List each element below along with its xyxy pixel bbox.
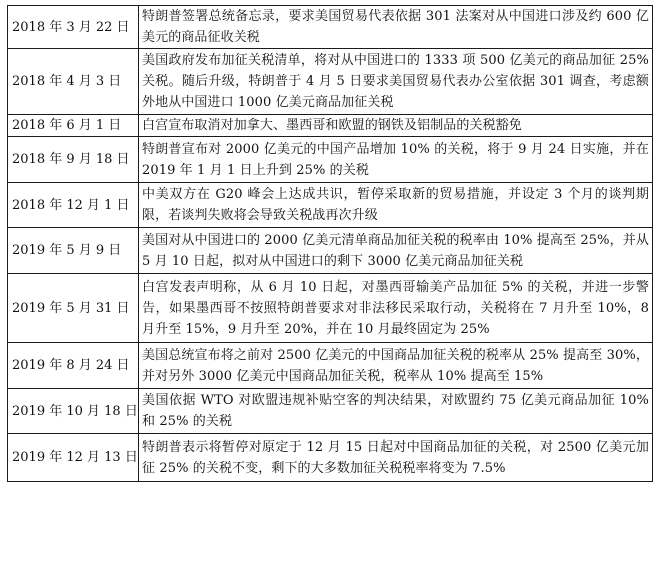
event-cell: 美国总统宣布将之前对 2500 亿美元的中国商品加征关税的税率从 25% 提高至 30%，并对另外 3000 亿美元中国商品加征关税，税率从 10% 提高至 15% <box>139 343 653 389</box>
event-cell: 白宫发表声明称，从 6 月 10 日起，对墨西哥输美产品加征 5% 的关税，并进一步警告，如果墨西哥不按照特朗普要求对非法移民采取行动，关税将在 7 月升至 10%，8 月升至 15%，9 月升至 20%，并在 10 月最终固定为 25% <box>139 274 653 343</box>
table-row <box>8 183 653 228</box>
date-cell: 2019 年 10 月 18 日 <box>8 389 139 434</box>
table-row <box>8 6 653 49</box>
date-cell: 2019 年 8 月 24 日 <box>8 343 139 389</box>
table-row <box>8 49 653 115</box>
date-cell: 2018 年 4 月 3 日 <box>8 49 139 115</box>
date-cell: 2018 年 12 月 1 日 <box>8 183 139 228</box>
event-cell: 特朗普签署总统备忘录，要求美国贸易代表依据 301 法案对从中国进口涉及约 600 亿美元的商品征收关税 <box>139 6 653 49</box>
event-cell: 特朗普表示将暂停对原定于 12 月 15 日起对中国商品加征的关税，对 2500 亿美元加征 25% 的关税不变，剩下的大多数加征关税税率将变为 7.5% <box>139 434 653 482</box>
event-cell: 美国依据 WTO 对欧盟违规补贴空客的判决结果，对欧盟约 75 亿美元商品加征 10% 和 25% 的关税 <box>139 389 653 434</box>
table-row <box>8 274 653 343</box>
date-cell: 2019 年 5 月 31 日 <box>8 274 139 343</box>
date-cell: 2019 年 5 月 9 日 <box>8 228 139 274</box>
table-row <box>8 228 653 274</box>
date-cell: 2019 年 12 月 13 日 <box>8 434 139 482</box>
event-cell: 特朗普宣布对 2000 亿美元的中国产品增加 10% 的关税，将于 9 月 24 日实施，并在 2019 年 1 月 1 日上升到 25% 的关税 <box>139 137 653 183</box>
table-row <box>8 434 653 482</box>
tariff-timeline-table <box>7 5 653 482</box>
date-cell: 2018 年 6 月 1 日 <box>8 115 139 137</box>
event-cell: 白宫宣布取消对加拿大、墨西哥和欧盟的钢铁及铝制品的关税豁免 <box>139 115 653 137</box>
date-cell: 2018 年 9 月 18 日 <box>8 137 139 183</box>
event-cell: 中美双方在 G20 峰会上达成共识，暂停采取新的贸易措施，并设定 3 个月的谈判期限，若谈判失败将会导致关税战再次升级 <box>139 183 653 228</box>
table-row <box>8 115 653 137</box>
table-row <box>8 343 653 389</box>
table-row <box>8 389 653 434</box>
date-cell: 2018 年 3 月 22 日 <box>8 6 139 49</box>
event-cell: 美国政府发布加征关税清单，将对从中国进口的 1333 项 500 亿美元的商品加征 25% 关税。随后升级，特朗普于 4 月 5 日要求美国贸易代表办公室依据 301 调查，考虑额外地从中国进口 1000 亿美元商品加征关税 <box>139 49 653 115</box>
table-row <box>8 137 653 183</box>
event-cell: 美国对从中国进口的 2000 亿美元清单商品加征关税的税率由 10% 提高至 25%，并从 5 月 10 日起，拟对从中国进口的剩下 3000 亿美元商品加征关税 <box>139 228 653 274</box>
